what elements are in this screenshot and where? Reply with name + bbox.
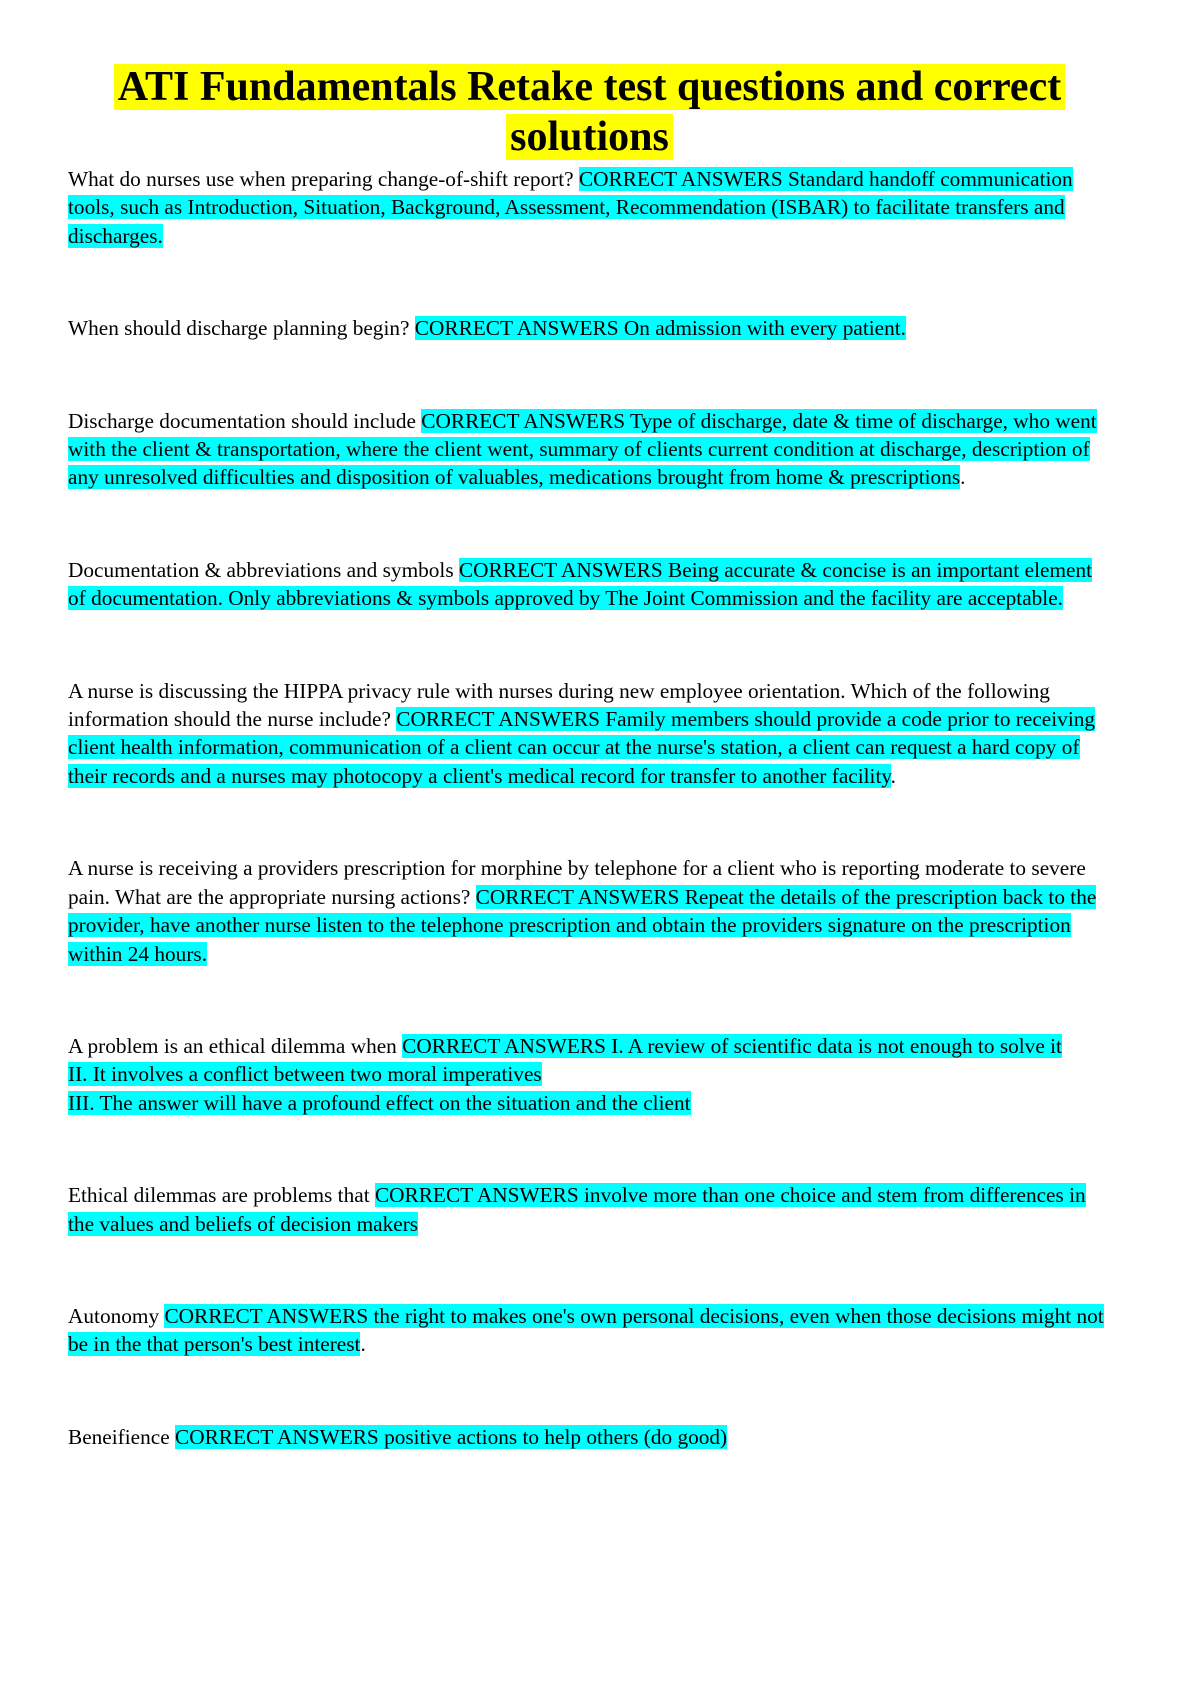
question-text: Beneifience <box>68 1424 176 1449</box>
answer-tail: . <box>890 763 896 788</box>
answer-text: CORRECT ANSWERS involve more than one choice and stem from differences in the values and beliefs of decision makers <box>68 1183 1086 1236</box>
answer-text: CORRECT ANSWERS positive actions to help others (do good) <box>175 1424 728 1449</box>
question-text: A nurse is discussing the HIPPA privacy rule with nurses during new employee orientation. Which of the following information should the nurse include? <box>68 678 1050 732</box>
qa-item-3 <box>68 407 1111 492</box>
qa-item-6 <box>68 854 1111 968</box>
answer-text: CORRECT ANSWERS On admission with every patient. <box>414 316 906 341</box>
answer-tail: . <box>360 1332 366 1357</box>
question-text: A nurse is receiving a providers prescription for morphine by telephone for a client who is reporting moderate to severe pain. What are the appropriate nursing actions? <box>68 856 1086 909</box>
question-text: What do nurses use when preparing change-of-shift report? <box>68 167 579 191</box>
question-text: Discharge documentation should include <box>68 408 422 433</box>
answer-text: CORRECT ANSWERS Standard handoff communication tools, such as Introduction, Situation, Background, Assessment, Recommendation (ISBAR) to facilitate transfers and discharges. <box>68 167 1073 248</box>
qa-item-7 <box>68 1032 1111 1117</box>
qa-item-1 <box>68 165 1111 250</box>
answer-tail: . <box>960 465 966 490</box>
qa-item-2 <box>68 314 1111 342</box>
question-text: When should discharge planning begin? <box>68 316 415 341</box>
title-highlight: ATI Fundamentals Retake test questions and correct solutions <box>114 64 1065 160</box>
question-text: Ethical dilemmas are problems that <box>68 1183 375 1208</box>
question-text: A problem is an ethical dilemma when <box>68 1033 403 1058</box>
document-title <box>68 62 1111 162</box>
answer-line-1: CORRECT ANSWERS I. A review of scientific data is not enough to solve it <box>402 1033 1062 1058</box>
answer-text: CORRECT ANSWERS Type of discharge, date & time of discharge, who went with the client & transportation, where the client went, summary of clients current condition at discharge, description of any unresolved difficulties and disposition of valuables, medications brought from home & prescriptions <box>68 408 1097 490</box>
answer-text: CORRECT ANSWERS Repeat the details of the prescription back to the provider, have another nurse listen to the telephone prescription and obtain the providers signature on the prescription within 24 hours. <box>68 884 1097 966</box>
answer-line-3: III. The answer will have a profound effect on the situation and the client <box>68 1090 691 1115</box>
qa-item-5 <box>68 677 1111 791</box>
qa-item-9 <box>68 1302 1111 1359</box>
answer-text: CORRECT ANSWERS Family members should provide a code prior to receiving client health information, communication of a client can occur at the nurse's station, a client can request a hard copy of their records and a nurses may photocopy a client's medical record for transfer to another facility <box>68 707 1096 788</box>
qa-item-10 <box>68 1423 1111 1451</box>
answer-text: CORRECT ANSWERS Being accurate & concise is an important element of documentation. Only abbreviations & symbols approved by The Joint Commission and the facility are acceptable. <box>68 557 1093 611</box>
answer-text: CORRECT ANSWERS the right to makes one's own personal decisions, even when those decisions might not be in the that person's best interest <box>68 1303 1104 1357</box>
answer-line-2: II. It involves a conflict between two moral imperatives <box>68 1062 542 1087</box>
qa-item-4 <box>68 556 1111 613</box>
qa-item-8 <box>68 1181 1111 1238</box>
question-text: Documentation & abbreviations and symbols <box>68 557 459 582</box>
question-text: Autonomy <box>68 1303 165 1328</box>
